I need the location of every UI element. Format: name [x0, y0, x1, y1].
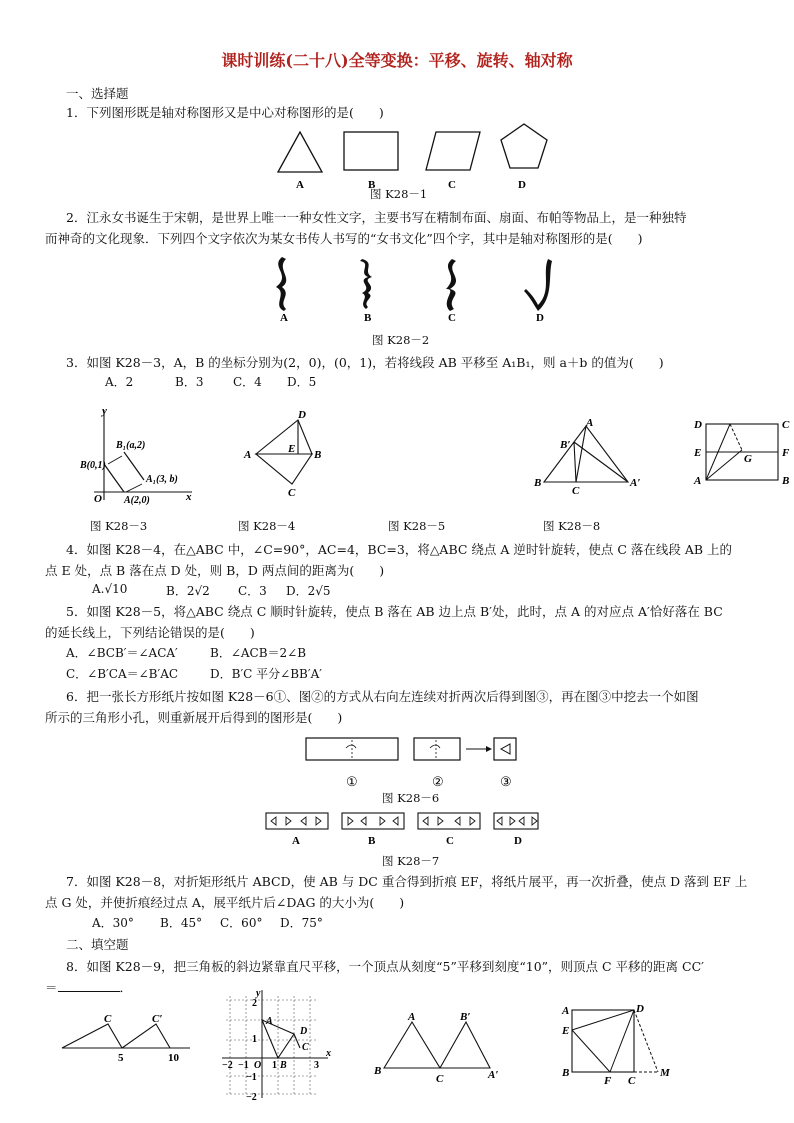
figure-k28-6 — [300, 734, 530, 794]
q7-option-d: D．75° — [280, 916, 323, 930]
figure-caption: 图 K28－1 — [370, 187, 428, 201]
glyph-b — [360, 259, 372, 309]
question-7-line1: 7．如图 K28－8，对折矩形纸片 ABCD，使 AB 与 DC 重合得到折痕 EF，将纸片展平，再一次折叠，使点 D 落到 EF 上 — [66, 874, 748, 889]
option-label: B — [368, 835, 376, 847]
figure-number: ② — [432, 774, 444, 789]
point-label: E — [694, 447, 702, 459]
segment-cb-prime — [574, 442, 576, 482]
point-label: A(2,0) — [124, 495, 150, 506]
tick-label: −1 — [238, 1060, 249, 1071]
question-2-line1: 2．江永女书诞生于宋朝，是世界上唯一一种女性文字，主要书写在精制布面、扇面、布帕等物品上，是一种独特 — [66, 210, 687, 225]
point-label: E — [562, 1025, 570, 1037]
triangle-abc — [384, 1022, 440, 1068]
point-label: A — [266, 1016, 273, 1027]
option-label: A — [280, 312, 288, 324]
q3-option-a: A．2 — [105, 375, 134, 389]
answer-blank[interactable] — [58, 979, 120, 992]
q3-option-b: B．3 — [175, 375, 204, 389]
q7-option-b: B．45° — [160, 916, 203, 930]
segment-bp-ap — [574, 442, 628, 482]
segment-ab — [104, 464, 124, 492]
option-label: C — [448, 179, 456, 191]
option-label: A — [296, 179, 304, 191]
figure-k28-8 — [690, 414, 794, 490]
axis-label: x — [326, 1048, 331, 1059]
question-4-line2: 点 E 处，点 B 落在点 D 处，则 B，D 两点间的距离为( ) — [45, 563, 385, 578]
axis-label: y — [102, 405, 107, 417]
point-label: C — [782, 419, 790, 431]
point-label: A — [244, 449, 252, 461]
pentagon-shape — [501, 124, 547, 168]
figure-k28-3 — [80, 404, 210, 512]
point-label: G — [744, 453, 752, 465]
point-label: A — [586, 417, 594, 429]
point-label: A — [694, 475, 702, 487]
figure-k28-4 — [240, 404, 330, 500]
glyph-d — [524, 259, 552, 311]
figure-number: ③ — [500, 774, 512, 789]
question-4-line1: 4．如图 K28－4，在△ABC 中，∠C=90°，AC=4，BC=3，将△ABC 绕点 A 逆时针旋转，使点 C 落在线段 AB 上的 — [66, 542, 733, 557]
figure-caption: 图 K28－3 — [90, 519, 148, 533]
point-label: C — [104, 1013, 112, 1025]
option-label: D — [514, 835, 522, 847]
point-label: A₁(3, b) — [146, 474, 178, 485]
question-8-line2 — [45, 977, 245, 998]
point-label: C — [436, 1073, 444, 1084]
tick-label: 1 — [252, 1034, 257, 1045]
triangle-bp-c-ap — [440, 1022, 490, 1068]
point-label: C — [302, 1042, 309, 1053]
section-fill: 二、填空题 — [66, 937, 129, 952]
q5-option-c: C．∠B′CA＝∠B′AC — [66, 667, 179, 681]
point-label: B — [314, 449, 322, 461]
tick-label: 3 — [314, 1060, 319, 1071]
point-label: B — [782, 475, 790, 487]
segment-fd — [610, 1010, 634, 1072]
glyph-c — [446, 259, 456, 311]
q4-option-a: A.√10 — [92, 582, 128, 596]
segment-a1b1 — [124, 452, 144, 480]
figure-caption: 图 K28－5 — [388, 519, 446, 533]
q5-option-a: A．∠BCB′＝∠ACA′ — [66, 646, 178, 660]
point-label: C — [628, 1075, 636, 1084]
q4-option-d: D．2√5 — [286, 584, 331, 598]
question-6-line2: 所示的三角形小孔，则重新展开后得到的图形是( ) — [45, 710, 343, 725]
figure-caption: 图 K28－4 — [238, 519, 296, 533]
segment-dm — [634, 1010, 658, 1072]
axis-label: y — [256, 988, 261, 999]
q3-option-c: C．4 — [233, 375, 262, 389]
point-label: A′ — [488, 1069, 499, 1081]
question-5-line2: 的延长线上，下列结论错误的是( ) — [45, 625, 255, 640]
point-label: B′ — [560, 439, 571, 451]
ruler-tick-label: 5 — [118, 1052, 124, 1064]
paper-folded-3 — [494, 738, 516, 760]
question-6-line1: 6．把一张长方形纸片按如图 K28－6①、图②的方式从右向左连续对折两次后得到图③，再在图③中挖去一个如图 — [66, 689, 699, 704]
origin-label: O — [94, 493, 102, 505]
segment-ca — [576, 426, 586, 482]
equals-sign: ＝ — [45, 980, 58, 995]
point-label: D — [298, 409, 306, 421]
option-label: A — [292, 835, 300, 847]
fold-arrow-icon — [430, 745, 440, 748]
q5-option-d: D．B′C 平分∠BB′A′ — [210, 667, 322, 681]
parallelogram-shape — [426, 132, 480, 170]
page-title: 课时训练(二十八)全等变换：平移、旋转、轴对称 — [221, 51, 573, 70]
figure-coordinate-grid — [218, 986, 340, 1104]
translate-arrow — [126, 484, 142, 492]
q7-option-a: A．30° — [92, 916, 134, 930]
option-label: D — [536, 312, 544, 324]
segment-dg — [730, 424, 742, 450]
q4-option-b: B．2√2 — [166, 584, 210, 598]
tick-label: −2 — [246, 1092, 257, 1103]
q3-option-d: D．5 — [287, 375, 317, 389]
tick-label: 1 — [272, 1060, 277, 1071]
triangle-shape — [278, 132, 322, 172]
paper-strip-2 — [414, 738, 460, 760]
point-label: B′ — [460, 1011, 471, 1023]
question-5-line1: 5．如图 K28－5，将△ABC 绕点 C 顺时针旋转，使点 B 落在 AB 边上点 B′处，此时，点 A 的对应点 A′恰好落在 BC — [66, 604, 723, 619]
section-choice: 一、选择题 — [66, 86, 129, 101]
point-label: C — [288, 487, 296, 499]
rectangle-shape — [344, 132, 398, 170]
option-strip-c — [418, 813, 480, 829]
point-label: D — [694, 419, 702, 431]
question-3: 3．如图 K28－3，A，B 的坐标分别为(2，0)，(0，1)，若将线段 AB 平移至 A₁B₁，则 a＋b 的值为( ) — [66, 355, 664, 370]
triangle-hole-icon — [501, 744, 510, 754]
figure-k28-7 — [262, 810, 542, 850]
figure-caption: 图 K28－7 — [382, 854, 440, 868]
option-label: B — [368, 179, 376, 191]
point-label: A′ — [630, 477, 641, 489]
q7-option-c: C．60° — [220, 916, 263, 930]
segment-ef — [572, 1030, 610, 1072]
triangle-original — [62, 1024, 122, 1048]
q5-option-b: B．∠ACB＝2∠B — [210, 646, 307, 660]
figure-number: ① — [346, 774, 358, 789]
question-8-line1: 8．如图 K28－9，把三角板的斜边紧靠直尺平移，一个顶点从刻度“5”平移到刻度“10”，则顶点 C 平移的距离 CC′ — [66, 959, 704, 974]
segment-ag — [706, 450, 742, 480]
option-strip-a — [266, 813, 328, 829]
point-label: A — [408, 1011, 416, 1023]
point-label: B — [280, 1060, 287, 1071]
figure-k28-1 — [270, 120, 560, 192]
point-label: F — [604, 1075, 612, 1084]
tick-label: −1 — [246, 1072, 257, 1083]
fold-arrow-icon — [346, 745, 356, 748]
axis-label: x — [186, 491, 192, 503]
point-label: B — [374, 1065, 382, 1077]
figure-equilateral-triangles — [370, 1010, 510, 1084]
point-label: M — [660, 1067, 670, 1079]
question-1: 1．下列图形既是轴对称图形又是中心对称图形的是( ) — [66, 105, 384, 120]
point-label: A — [562, 1005, 570, 1017]
translate-arrow — [108, 456, 122, 464]
point-label: D — [636, 1003, 644, 1015]
triangle-outline — [544, 426, 628, 482]
point-label: D — [300, 1026, 308, 1037]
glyph-a — [276, 257, 286, 311]
point-label: C — [572, 485, 580, 496]
question-2-line2: 而神奇的文化现象．下列四个文字依次为某女书传人书写的“女书文化”四个字，其中是轴对称图形的是( ) — [45, 231, 643, 246]
period: ． — [119, 980, 133, 995]
point-label: B₁(a,2) — [116, 440, 146, 451]
option-label: C — [448, 312, 456, 324]
tick-label: 2 — [252, 998, 257, 1009]
point-label: C′ — [152, 1013, 163, 1025]
tick-label: −2 — [222, 1060, 233, 1071]
option-label: C — [446, 835, 454, 847]
figure-caption: 图 K28－8 — [543, 519, 601, 533]
origin-label: O — [254, 1060, 262, 1071]
figure-k28-2 — [262, 253, 562, 325]
triangle-ade — [256, 420, 312, 454]
point-label: F — [782, 447, 790, 459]
figure-k28-9 — [58, 1004, 196, 1064]
ruler-tick-label: 10 — [168, 1052, 179, 1064]
figure-square-fold — [558, 1000, 674, 1084]
option-label: B — [364, 312, 372, 324]
option-strip-d — [494, 813, 538, 829]
figure-k28-5 — [532, 416, 650, 496]
option-label: D — [518, 179, 526, 191]
figure-caption: 图 K28－6 — [382, 791, 440, 805]
figure-caption: 图 K28－2 — [372, 333, 430, 347]
question-7-line2: 点 G 处，并使折痕经过点 A，展平纸片后∠DAG 的大小为( ) — [45, 895, 405, 910]
point-label: E — [288, 443, 296, 455]
point-label: B — [534, 477, 542, 489]
triangle-abc — [256, 454, 312, 484]
segment-ed — [572, 1010, 634, 1030]
triangle-translated — [122, 1024, 170, 1048]
q4-option-c: C．3 — [238, 584, 267, 598]
point-label: B(0,1) — [80, 460, 106, 471]
arrow-head-icon — [486, 746, 492, 752]
option-strip-b — [342, 813, 404, 829]
point-label: B — [562, 1067, 570, 1079]
